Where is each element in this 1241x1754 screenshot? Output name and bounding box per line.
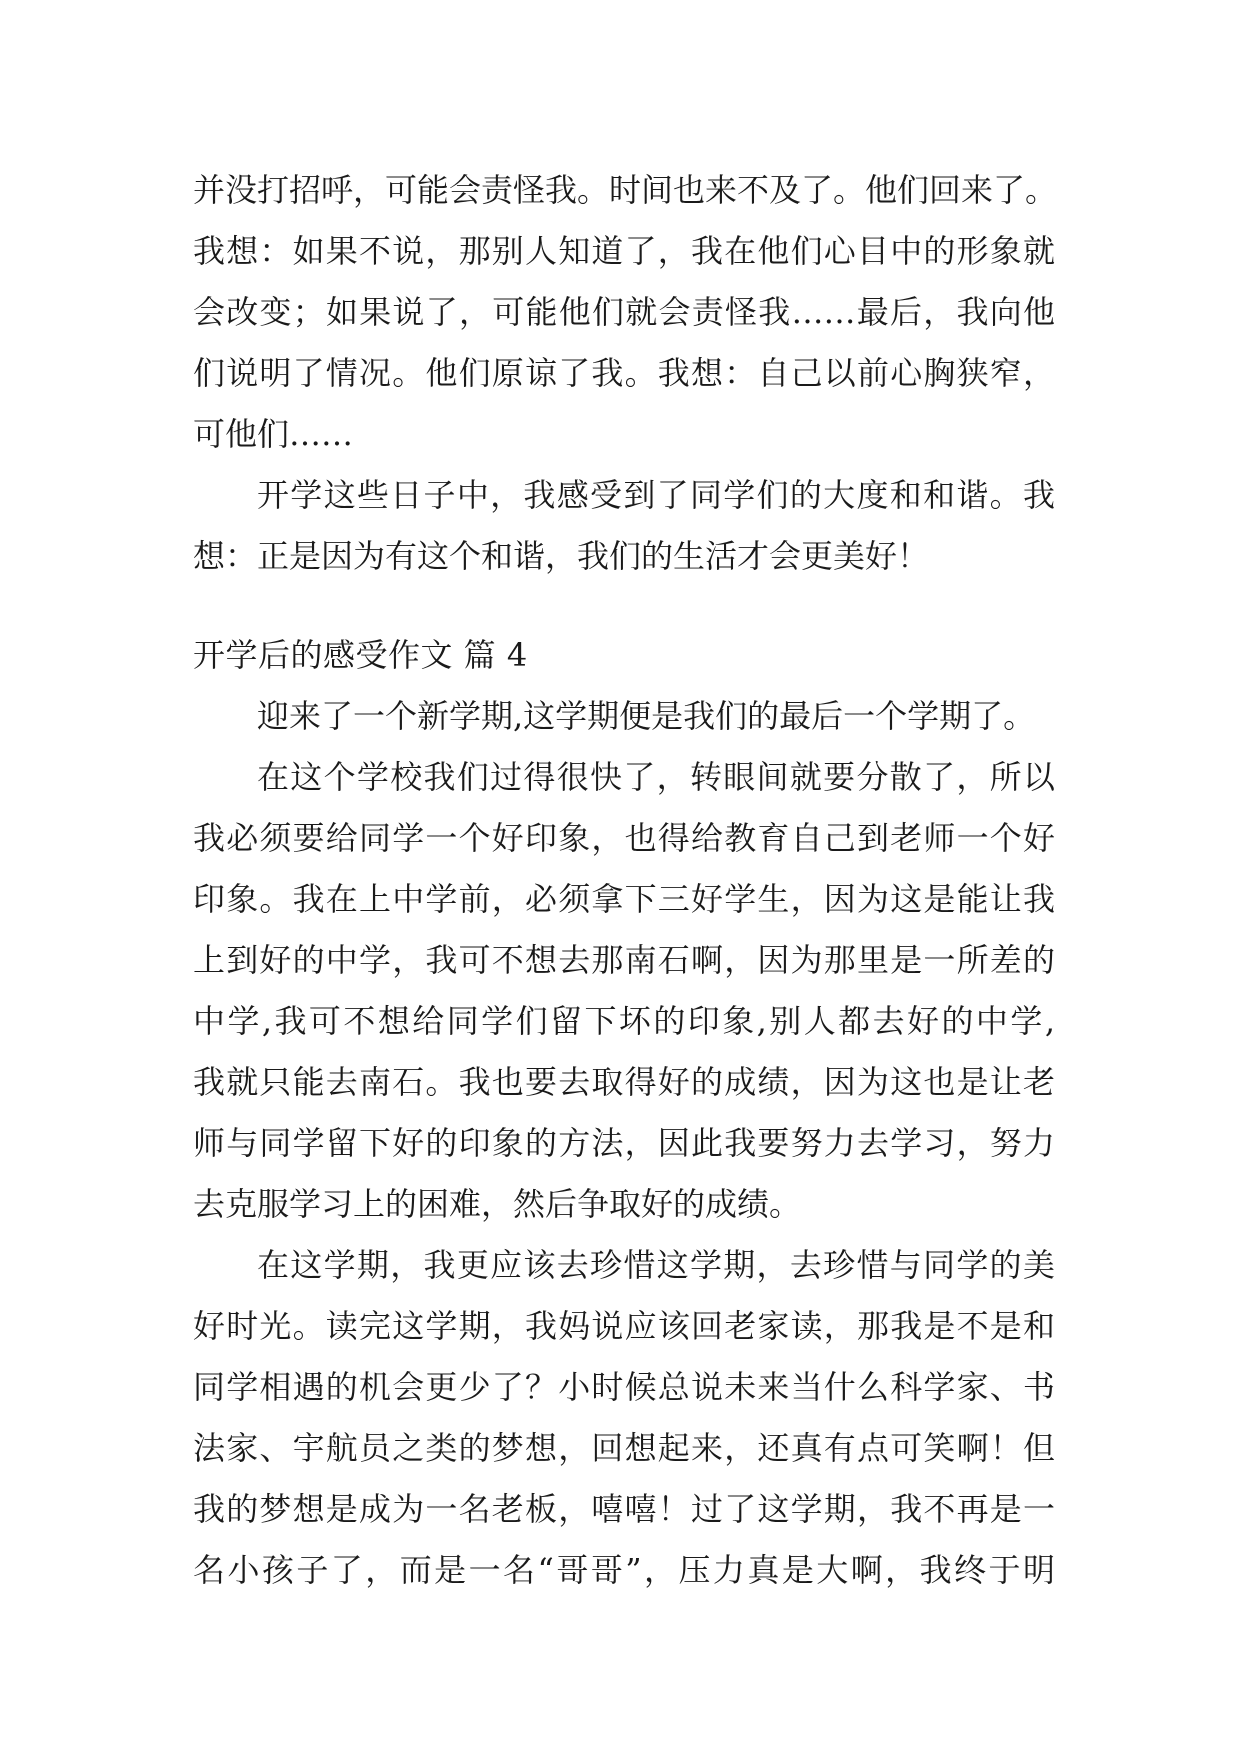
text-line: 开学这些日子中，我感受到了同学们的大度和和谐。我 [257, 476, 1055, 514]
text-line: 好时光。读完这学期，我妈说应该回老家读，那我是不是和 [193, 1307, 1055, 1345]
section-heading: 开学后的感受作文 篇 4 [193, 636, 528, 674]
text-line: 去克服学习上的困难，然后争取好的成绩。 [193, 1185, 802, 1223]
text-line: 们说明了情况。他们原谅了我。我想：自己以前心胸狭窄， [193, 354, 1055, 392]
paragraph-1 [193, 686, 1055, 747]
text-line: 上到好的中学，我可不想去那南石啊，因为那里是一所差的 [193, 941, 1055, 979]
text-line: 并没打招呼，可能会责怪我。时间也来不及了。他们回来了。 [193, 171, 1058, 209]
text-line: 在这学期，我更应该去珍惜这学期，去珍惜与同学的美 [257, 1246, 1055, 1284]
text-line: 法家、宇航员之类的梦想，回想起来，还真有点可笑啊！但 [193, 1429, 1055, 1467]
text-line: 同学相遇的机会更少了？小时候总说未来当什么科学家、书 [193, 1368, 1055, 1406]
text-line: 在这个学校我们过得很快了，转眼间就要分散了，所以 [257, 758, 1055, 796]
section-spacer [193, 587, 1055, 625]
text-line: 我必须要给同学一个好印象，也得给教育自己到老师一个好 [193, 819, 1055, 857]
text-line: 师与同学留下好的印象的方法，因此我要努力去学习，努力 [193, 1124, 1055, 1162]
paragraph-previous [193, 160, 1058, 465]
paragraph-conclusion [193, 465, 1055, 587]
paragraph-3 [193, 1235, 1055, 1601]
text-line: 我想：如果不说，那别人知道了，我在他们心目中的形象就 [193, 232, 1055, 270]
text-line: 想：正是因为有这个和谐，我们的生活才会更美好！ [193, 537, 930, 575]
text-line: 我的梦想是成为一名老板，嘻嘻！过了这学期，我不再是一 [193, 1490, 1055, 1528]
text-line: 我就只能去南石。我也要去取得好的成绩，因为这也是让老 [193, 1063, 1055, 1101]
paragraph-2 [193, 747, 1055, 1235]
text-line: 名小孩子了，而是一名“哥哥”，压力真是大啊，我终于明 [193, 1551, 1055, 1589]
text-line: 迎来了一个新学期,这学期便是我们的最后一个学期了。 [257, 697, 1036, 735]
text-line: 印象。我在上中学前，必须拿下三好学生，因为这是能让我 [193, 880, 1055, 918]
text-line: 会改变；如果说了，可能他们就会责怪我……最后，我向他 [193, 293, 1055, 331]
text-line: 可他们…… [193, 415, 354, 453]
text-line: 中学,我可不想给同学们留下坏的印象,别人都去好的中学, [193, 1002, 1055, 1040]
document-page [193, 160, 1058, 1601]
